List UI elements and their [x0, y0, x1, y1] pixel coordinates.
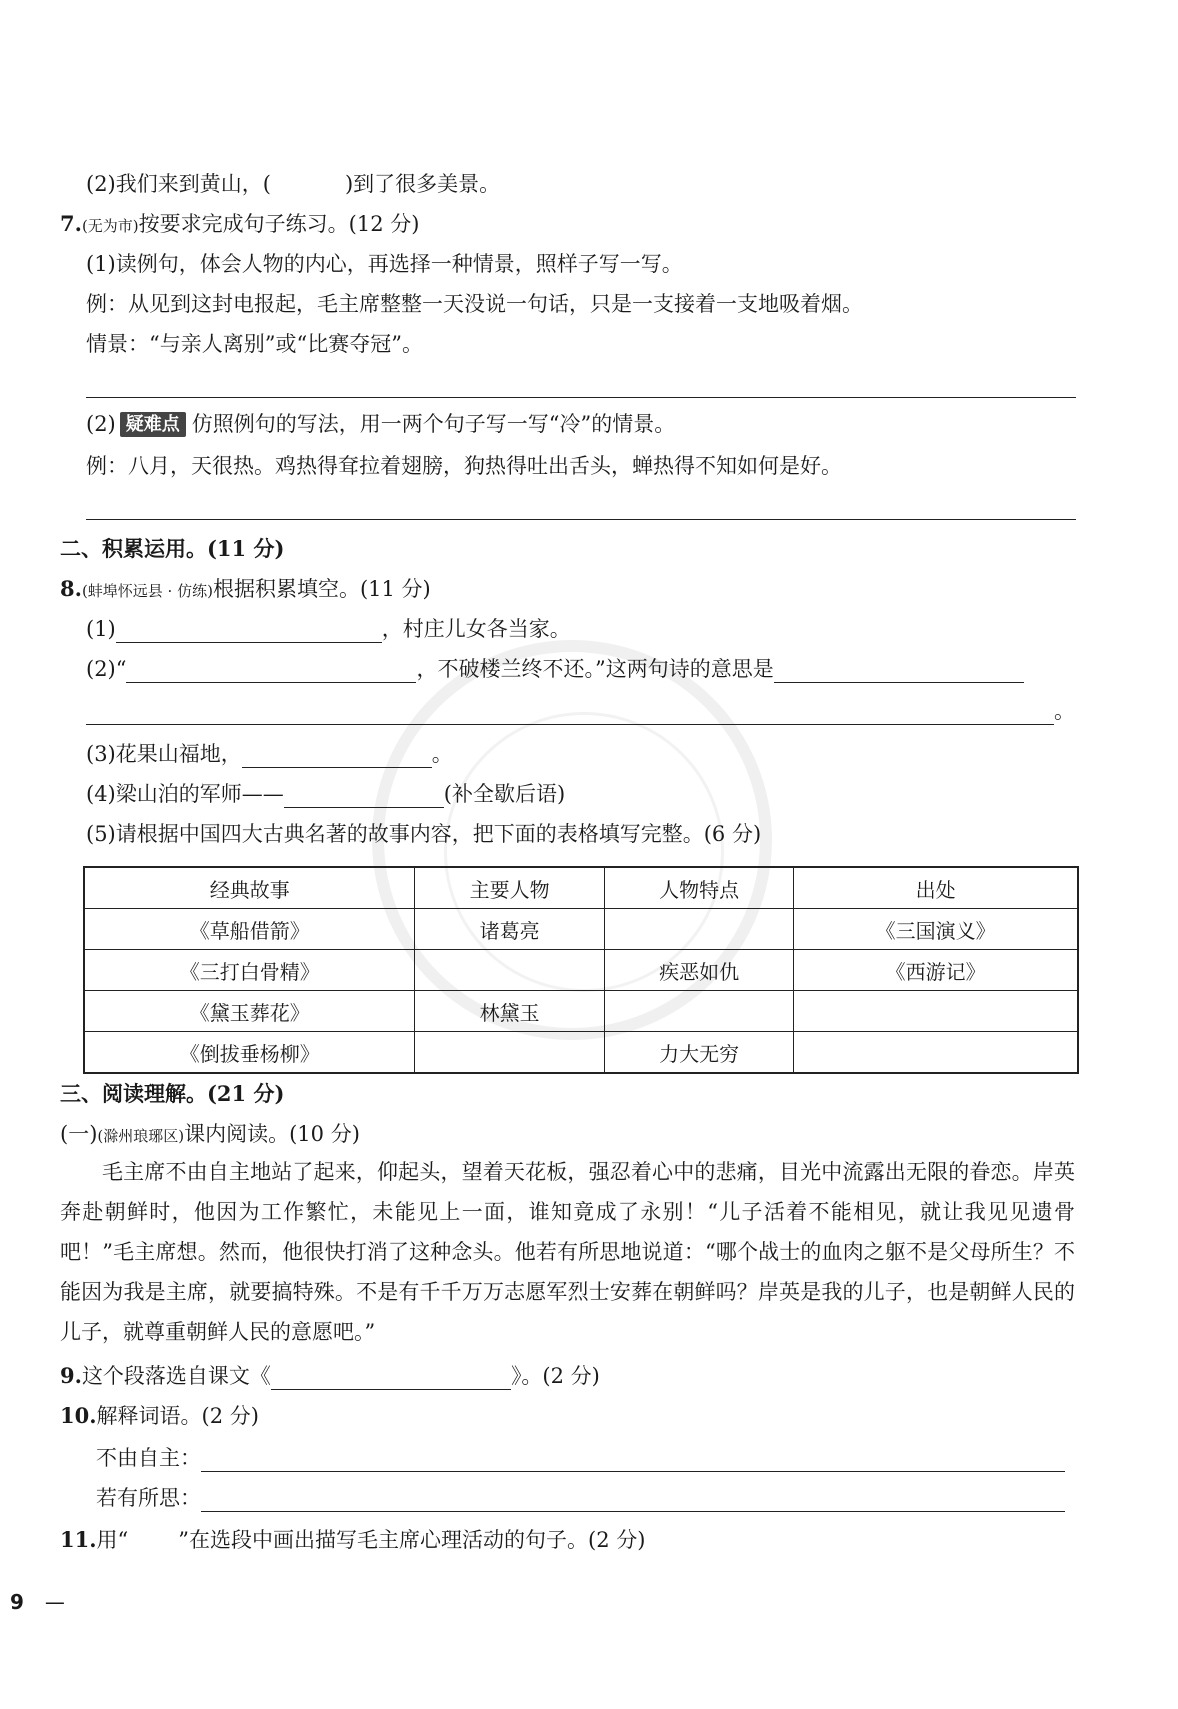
q7-item-2-example: 例：八月，天很热。鸡热得耷拉着翅膀，狗热得吐出舌头，蝉热得不知如何是好。 [86, 454, 842, 478]
wavy-underline-sample [128, 1526, 178, 1554]
q7-item-1-example: 例：从见到这封电报起，毛主席整整一天没说一句话，只是一支接着一支地吸着烟。 [86, 292, 863, 316]
table-cell: 力大无穷 [604, 1032, 793, 1074]
q7-1-answer-line[interactable] [86, 397, 1076, 398]
q8-2-blank-2[interactable] [774, 660, 1024, 683]
q10-a-blank[interactable] [201, 1449, 1065, 1472]
q9: 9.这个段落选自课文《 》。(2 分) [60, 1363, 600, 1388]
classics-table [83, 866, 1079, 1074]
table-cell: 疾恶如仇 [604, 950, 793, 991]
table-cell-blank[interactable] [604, 909, 793, 950]
footer-dash: — [44, 1590, 65, 1614]
q10-item-a: 不由自主： [96, 1444, 1065, 1472]
table-cell: 《黛玉葬花》 [84, 991, 415, 1032]
q7-2-answer-line[interactable] [86, 519, 1076, 520]
table-cell-blank[interactable] [794, 991, 1078, 1032]
q8-item-3: (3)花果山福地， 。 [86, 742, 453, 766]
q10-b-blank[interactable] [201, 1489, 1065, 1512]
table-cell: 诸葛亮 [415, 909, 604, 950]
q8-2-blank-3[interactable] [86, 702, 1054, 725]
page-number: 9 [10, 1590, 24, 1614]
table-header-row [84, 867, 1078, 909]
q9-blank[interactable] [271, 1367, 511, 1390]
table-cell-blank[interactable] [415, 950, 604, 991]
q8-item-5: (5)请根据中国四大古典名著的故事内容，把下面的表格填写完整。(6 分) [86, 822, 762, 846]
table-header-cell: 主要人物 [415, 867, 604, 909]
table-cell: 《西游记》 [794, 950, 1078, 991]
q8-1-blank[interactable] [116, 620, 382, 643]
q8-3-blank[interactable] [242, 745, 432, 768]
q6-item-2: (2)我们来到黄山，( )到了很多美景。 [86, 172, 501, 196]
table-cell: 林黛玉 [415, 991, 604, 1032]
q7-title: 7.(无为市)按要求完成句子练习。(12 分) [60, 211, 420, 236]
q8-2-blank-1[interactable] [126, 660, 416, 683]
q11: 11.用“ ”在选段中画出描写毛主席心理活动的句子。(2 分) [60, 1527, 646, 1552]
reading-part-1-title: (一)(滁州琅琊区)课内阅读。(10 分) [60, 1122, 360, 1146]
q10-title: 10.解释词语。(2 分) [60, 1403, 259, 1428]
table-cell-blank[interactable] [415, 1032, 604, 1074]
section-3-heading: 三、阅读理解。(21 分) [60, 1081, 285, 1106]
table-cell: 《三打白骨精》 [84, 950, 415, 991]
q8-4-blank[interactable] [284, 785, 444, 808]
table-cell: 《倒拔垂杨柳》 [84, 1032, 415, 1074]
q8-title: 8.(蚌埠怀远县 · 仿练)根据积累填空。(11 分) [60, 576, 431, 601]
difficulty-badge: 疑难点 [120, 412, 186, 437]
table-row [84, 950, 1078, 991]
table-header-cell: 人物特点 [604, 867, 793, 909]
q10-item-b: 若有所思： [96, 1484, 1065, 1512]
q8-item-4: (4)梁山泊的军师—— (补全歇后语) [86, 782, 566, 806]
q8-item-1: (1) ，村庄儿女各当家。 [86, 617, 571, 641]
table-row [84, 991, 1078, 1032]
table-cell: 《草船借箭》 [84, 909, 415, 950]
q7-item-1: (1)读例句，体会人物的内心，再选择一种情景，照样子写一写。 [86, 252, 683, 276]
table-cell: 《三国演义》 [794, 909, 1078, 950]
q8-item-2: (2)“ ，不破楼兰终不还。”这两句诗的意思是 [86, 655, 1024, 683]
section-2-heading: 二、积累运用。(11 分) [60, 536, 285, 561]
table-header-cell: 经典故事 [84, 867, 415, 909]
q7-item-1-scene: 情景：“与亲人离别”或“比赛夺冠”。 [86, 332, 423, 356]
table-row [84, 1032, 1078, 1074]
table-cell-blank[interactable] [604, 991, 793, 1032]
table-header-cell: 出处 [794, 867, 1078, 909]
table-cell-blank[interactable] [794, 1032, 1078, 1074]
page-footer [10, 1590, 65, 1614]
q8-item-2-cont: 。 [86, 697, 1075, 725]
table-row [84, 909, 1078, 950]
q7-item-2: (2) 疑难点 仿照例句的写法，用一两个句子写一写“冷”的情景。 [86, 412, 676, 436]
reading-passage: 毛主席不由自主地站了起来，仰起头，望着天花板，强忍着心中的悲痛，目光中流露出无限的眷恋。岸英奔赴朝鲜时，他因为工作繁忙，未能见上一面，谁知竟成了永别！“儿子活着不能相见，就让我见见遗骨吧！”毛主席想。然而，他很快打消了这种念头。他若有所思地说道：“哪个战士的血肉之躯不是父母所生？不能因为我是主席，就要搞特殊。不是有千千万万志愿军烈士安葬在朝鲜吗？岸英是我的儿子，也是朝鲜人民的儿子，就尊重朝鲜人民的意愿吧。” [60, 1160, 1075, 1344]
